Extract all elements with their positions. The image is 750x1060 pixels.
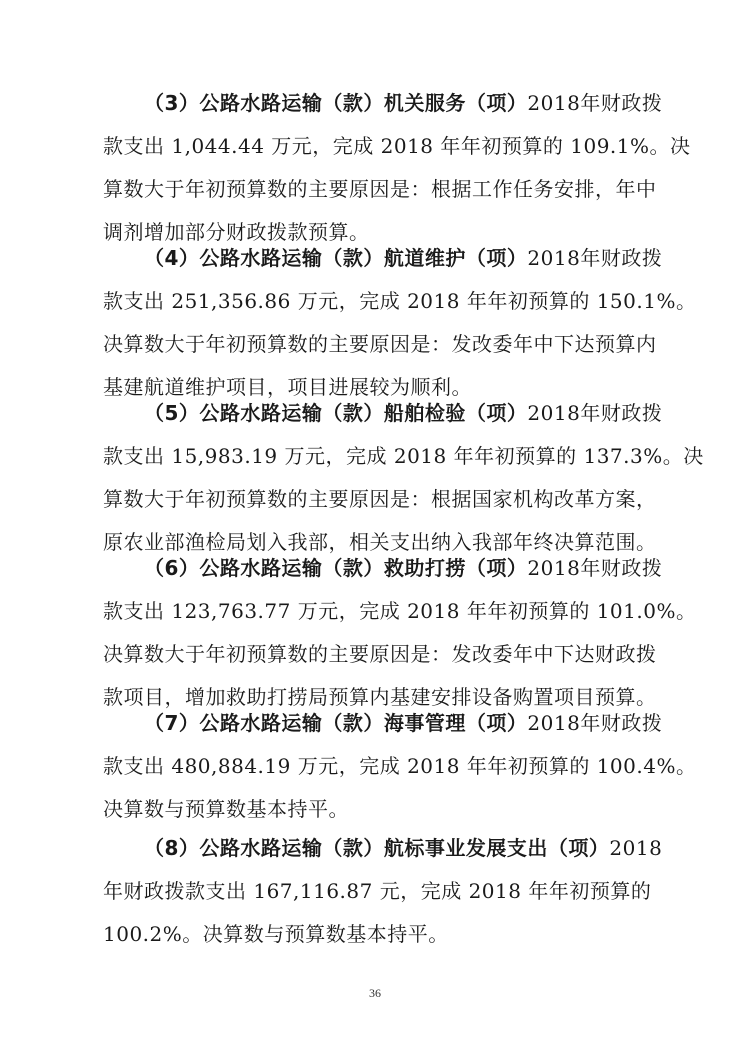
paragraph-5-line-1-text: 2018年财政拨 bbox=[527, 401, 663, 425]
paragraph-7-line-3: 决算数与预算数基本持平。 bbox=[103, 797, 349, 821]
paragraph-6-line-4: 款项目，增加救助打捞局预算内基建安排设备购置项目预算。 bbox=[103, 685, 657, 709]
paragraph-6-heading: （6）公路水路运输（款）救助打捞（项） bbox=[144, 556, 528, 580]
paragraph-3-heading: （3）公路水路运输（款）机关服务（项） bbox=[144, 91, 528, 115]
paragraph-5-line-3: 算数大于年初预算数的主要原因是：根据国家机构改革方案， bbox=[103, 487, 657, 511]
paragraph-7-line-1 bbox=[144, 707, 663, 739]
paragraph-5-heading: （5）公路水路运输（款）船舶检验（项） bbox=[144, 401, 528, 425]
paragraph-6-line-1 bbox=[144, 552, 663, 584]
paragraph-8-line-1-text: 2018 bbox=[609, 836, 663, 860]
paragraph-4-line-1-text: 2018年财政拨 bbox=[527, 246, 663, 270]
paragraph-6-line-2: 款支出 123,763.77 万元，完成 2018 年年初预算的 101.0%。 bbox=[103, 599, 697, 623]
paragraph-7-line-1-text: 2018年财政拨 bbox=[527, 711, 663, 735]
paragraph-6-line-3: 决算数大于年初预算数的主要原因是：发改委年中下达财政拨 bbox=[103, 642, 657, 666]
paragraph-3-line-3: 算数大于年初预算数的主要原因是：根据工作任务安排，年中 bbox=[103, 177, 657, 201]
paragraph-6-line-1-text: 2018年财政拨 bbox=[527, 556, 663, 580]
paragraph-4-heading: （4）公路水路运输（款）航道维护（项） bbox=[144, 246, 528, 270]
paragraph-3-line-2: 款支出 1,044.44 万元，完成 2018 年年初预算的 109.1%。决 bbox=[103, 134, 691, 158]
paragraph-8-heading: （8）公路水路运输（款）航标事业发展支出（项） bbox=[144, 836, 610, 860]
paragraph-3-line-4: 调剂增加部分财政拨款预算。 bbox=[103, 220, 370, 244]
paragraph-3-line-1 bbox=[144, 87, 663, 119]
paragraph-3-line-1-text: 2018年财政拨 bbox=[527, 91, 663, 115]
paragraph-8-line-3: 100.2%。决算数与预算数基本持平。 bbox=[103, 922, 449, 946]
paragraph-7-heading: （7）公路水路运输（款）海事管理（项） bbox=[144, 711, 528, 735]
paragraph-5-line-2: 款支出 15,983.19 万元，完成 2018 年年初预算的 137.3%。决 bbox=[103, 444, 704, 468]
paragraph-5-line-1 bbox=[144, 397, 663, 429]
paragraph-8-line-1 bbox=[144, 832, 663, 864]
paragraph-7-line-2: 款支出 480,884.19 万元，完成 2018 年年初预算的 100.4%。 bbox=[103, 754, 697, 778]
paragraph-4-line-4: 基建航道维护项目，项目进展较为顺利。 bbox=[103, 375, 472, 399]
paragraph-8-line-2: 年财政拨款支出 167,116.87 元，完成 2018 年年初预算的 bbox=[103, 879, 652, 903]
page-number: 36 bbox=[369, 986, 381, 1000]
paragraph-4-line-1 bbox=[144, 242, 663, 274]
paragraph-4-line-2: 款支出 251,356.86 万元，完成 2018 年年初预算的 150.1%。 bbox=[103, 289, 697, 313]
paragraph-5-line-4: 原农业部渔检局划入我部，相关支出纳入我部年终决算范围。 bbox=[103, 530, 657, 554]
paragraph-4-line-3: 决算数大于年初预算数的主要原因是：发改委年中下达预算内 bbox=[103, 332, 657, 356]
